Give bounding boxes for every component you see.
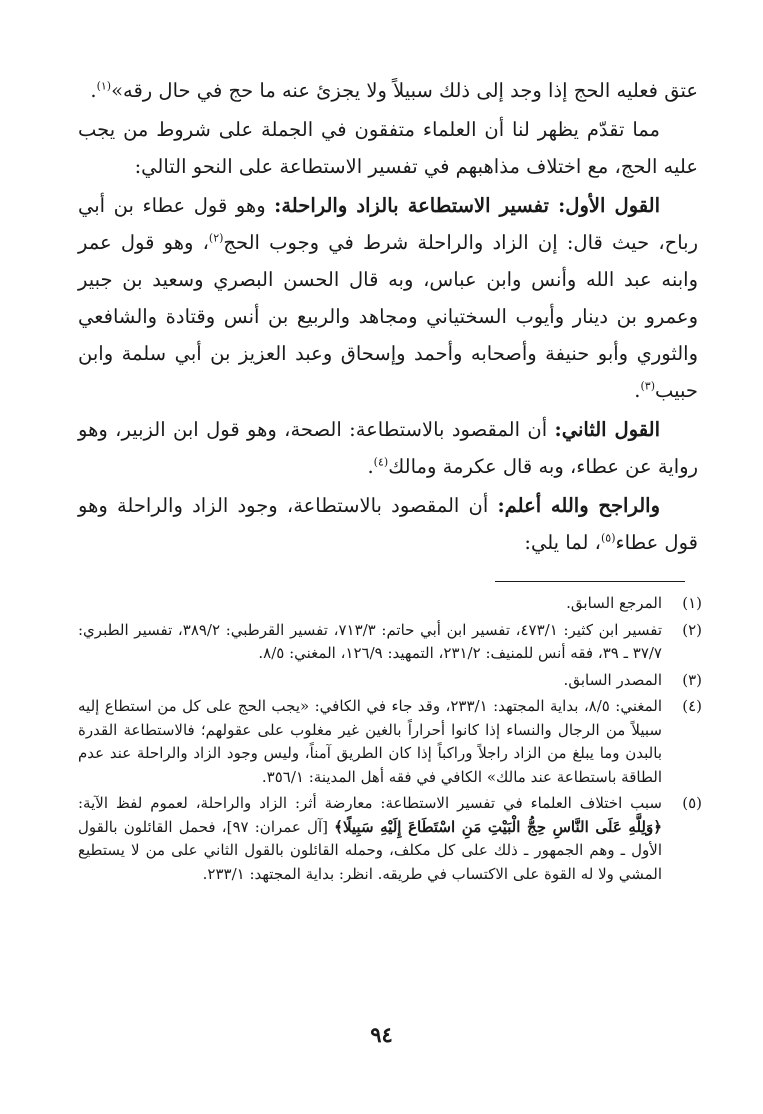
footnote-number: (٢) [682, 620, 702, 639]
footnote-number: (٥) [682, 794, 702, 812]
paragraph-continuation: عتق فعليه الحج إذا وجد إلى ذلك سبيلاً ولا يجزئ عنه ما حج في حال رقه»$^{(١)}$. [90, 79, 698, 102]
footnote-text: تفسير ابن كثير: ٤٧٣/١، تفسير ابن أبي حاتم: ٧١٣/٣، تفسير القرطبي: ٣٨٩/٢، تفسير الطبري: ٣٧/٧ ـ ٣٩، فقه أنس للمنيف: ٢٣١/٢، التمهيد: ١٢٦/٩، المغني: ٨/٥. [78, 620, 662, 662]
paragraph-second-opinion: القول الثاني: أن المقصود بالاستطاعة: الصحة، وهو قول ابن الزبير، وهو رواية عن عطاء، وبه قال عكرمة ومالك$^{(٤)}$. [78, 418, 698, 478]
quran-verse: ﴿وَلِلَّهِ عَلَى النَّاسِ حِجُّ الْبَيْتِ مَنِ اسْتَطَاعَ إِلَيْهِ سَبِيلًا﴾ [334, 817, 663, 836]
paragraph-summary: مما تقدّم يظهر لنا أن العلماء متفقون في الجملة على شروط من يجب عليه الحج، مع اختلاف مذاهبهم في تفسير الاستطاعة على النحو التالي: [78, 118, 698, 178]
footnote-separator [495, 581, 685, 582]
footnote-ref-2: (٢) [208, 231, 224, 245]
page-number: ٩٤ [370, 1022, 393, 1047]
footnote-text: المغني: ٨/٥، بداية المجتهد: ٢٣٣/١، وقد جاء في الكافي: «يجب الحج على كل من استطاع إليه سبيلاً من الرجال والنساء إذا كانوا أحراراً بالغين غير مغلوب على عقولهم؛ فالاستطاعة القدرة بالبدن وما يبلغ من الزاد راجلاً وراكباً إذا كان الطريق آمناً، وليس وجود الزاد والراحلة عند عدم الطاقة باستطاعة عند مالك» الكافي في فقه أهل المدينة: ٣٥٦/١. [78, 697, 662, 786]
footnote-text: سبب اختلاف العلماء في تفسير الاستطاعة: معارضة أثر: الزاد والراحلة، لعموم لفظ الآية: ﴿وَلِلَّهِ عَلَى النَّاسِ حِجُّ الْبَيْتِ مَنِ اسْتَطَاعَ إِلَيْهِ سَبِيلًا﴾ [آل عمران: ٩٧]، فحمل القائلون بالقول الأول ـ وهم الجمهور ـ ذلك على كل مكلف، وحمله القائلون بالقول الثاني على من لا يستطيع المشي ولا له القوة على الاكتساب في طريقه. انظر: بداية المجتهد: ٢٣٣/١. [78, 794, 663, 883]
footnotes [78, 592, 702, 889]
footnote-3 [78, 669, 702, 693]
footnote-ref-5: (٥) [600, 531, 616, 545]
footnote-4 [78, 695, 702, 789]
footnote-1 [78, 592, 702, 616]
footnote-text: المرجع السابق. [566, 594, 662, 612]
footnote-number: (٣) [682, 670, 702, 689]
footnote-ref-1: (١) [96, 79, 112, 93]
preferred-opinion-heading: والراجح والله أعلم: [497, 494, 660, 517]
first-opinion-heading: القول الأول: تفسير الاستطاعة بالزاد والراحلة: [274, 194, 660, 217]
footnote-number: (٤) [682, 697, 702, 715]
footnote-number: (١) [682, 594, 702, 612]
second-opinion-heading: القول الثاني: [554, 418, 660, 441]
paragraph-preferred-opinion: والراجح والله أعلم: أن المقصود بالاستطاعة، وجود الزاد والراحلة وهو قول عطاء$^{(٥)}$، لما يلي: [78, 494, 698, 554]
footnote-2 [78, 619, 702, 666]
footnote-ref-4: (٤) [373, 455, 389, 469]
footnote-ref-3: (٣) [640, 379, 656, 393]
main-text [78, 72, 698, 561]
footnote-5 [78, 792, 702, 886]
paragraph-first-opinion: القول الأول: تفسير الاستطاعة بالزاد والراحلة: وهو قول عطاء بن أبي رباح، حيث قال: إن الزاد والراحلة شرط في وجوب الحج$^{(٢)}$، وهو قول عمر وابنه عبد الله وأنس وابن عباس، وبه قال الحسن البصري وسعيد بن جبير وعمرو بن دينار وأيوب السختياني ومجاهد والربيع بن أنس وقتادة والشافعي والثوري وأبو حنيفة وأصحابه وأحمد وإسحاق وعبد العزيز بن أبي سلمة وابن حبيب$^{(٣)}$. [78, 194, 698, 402]
footnote-text: المصدر السابق. [563, 670, 662, 689]
